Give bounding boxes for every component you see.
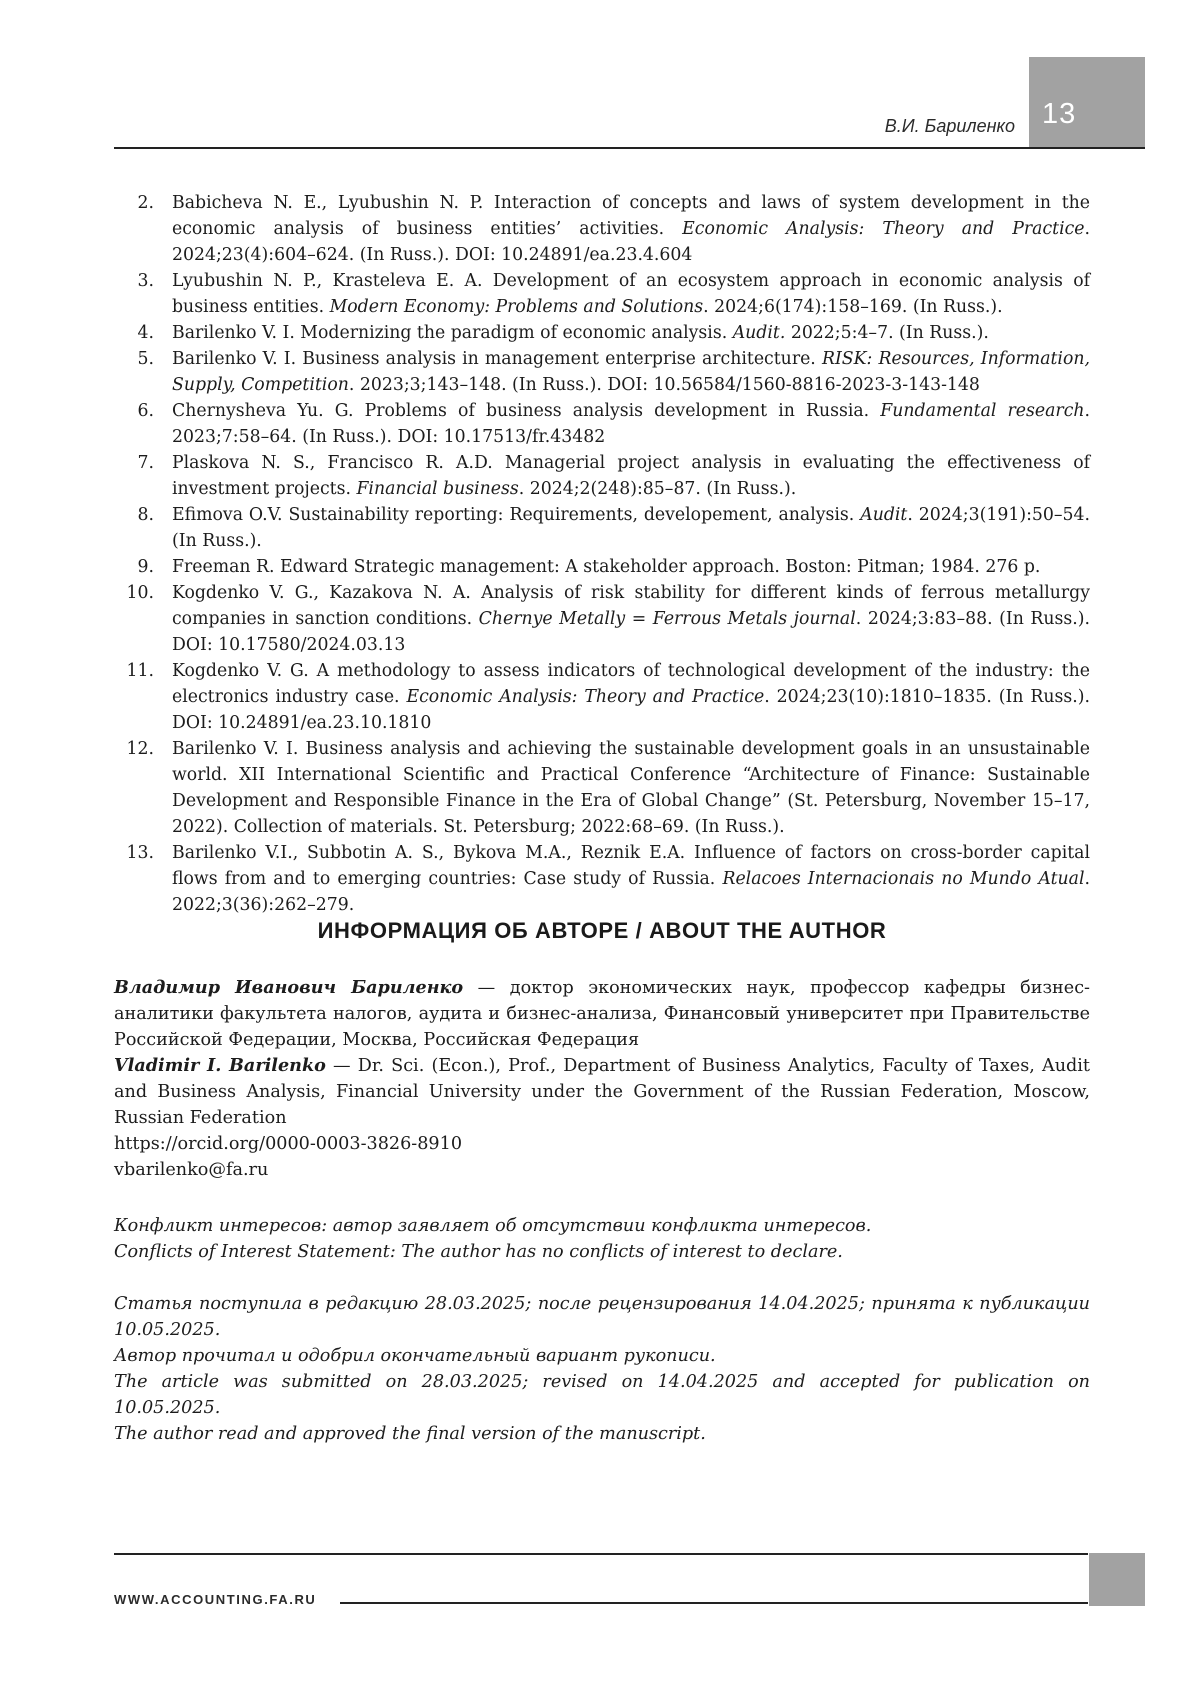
reference-details: . 2024;3:83–88. (In Russ.). DOI: 10.17580/2024.03.13	[172, 609, 1090, 655]
approval-note-ru: Автор прочитал и одобрил окончательный вариант рукописи.	[114, 1346, 716, 1366]
footer-rule-bottom	[340, 1602, 1088, 1604]
header-rule	[114, 147, 1145, 149]
reference-number: 4.	[137, 323, 154, 343]
reference-text	[172, 736, 1090, 840]
reference-number: 6.	[137, 401, 154, 421]
running-header-author: В.И. Бариленко	[884, 116, 1015, 136]
page-number: 13	[1042, 98, 1077, 130]
reference-number: 2.	[137, 193, 154, 213]
reference-source: Economic Analysis: Theory and Practice	[406, 687, 765, 707]
reference-text	[172, 554, 1090, 580]
reference-text	[172, 398, 1090, 450]
reference-item	[114, 320, 1090, 346]
reference-item	[114, 502, 1090, 554]
reference-details: . 2024;23(10):1810–1835. (In Russ.). DOI: 10.24891/ea.23.10.1810	[172, 687, 1090, 733]
reference-details: 2022;5:4–7. (In Russ.).	[785, 323, 989, 343]
reference-citation: Babicheva N. E., Lyubushin N. P. Interaction of concepts and laws of system development in the economic analysis of business entities’ activities.	[172, 193, 1090, 239]
reference-text	[172, 840, 1090, 918]
reference-details: . 2023;3;143–148. (In Russ.). DOI: 10.56584/1560-8816-2023-3-143-148	[348, 375, 980, 395]
reference-source: Fundamental research	[880, 401, 1085, 421]
reference-details: . 2023;7:58–64. (In Russ.). DOI: 10.17513/fr.43482	[172, 401, 1090, 447]
reference-citation: Plaskova N. S., Francisco R. A.D. Managerial project analysis in evaluating the effectiveness of investment projects.	[172, 453, 1090, 499]
reference-source: Audit.	[732, 323, 786, 343]
reference-source: Economic Analysis: Theory and Practice	[682, 219, 1085, 239]
reference-item	[114, 268, 1090, 320]
reference-item	[114, 840, 1090, 918]
reference-citation: Kogdenko V. G., Kazakova N. A. Analysis of risk stability for different kinds of ferrous metallurgy companies in sanction conditions.	[172, 583, 1090, 629]
reference-details: . 2024;6(174):158–169. (In Russ.).	[703, 297, 1003, 317]
reference-details: . 2024;2(248):85–87. (In Russ.).	[518, 479, 797, 499]
reference-source: Financial business	[356, 479, 519, 499]
footer-rule-top	[114, 1553, 1088, 1555]
reference-details: . 2024;3(191):50–54. (In Russ.).	[172, 505, 1091, 551]
reference-citation: Chernysheva Yu. G. Problems of business analysis development in Russia.	[172, 401, 881, 421]
conflict-statement-ru: Конфликт интересов: автор заявляет об отсутствии конфликта интересов.	[114, 1216, 872, 1236]
journal-url[interactable]: WWW.ACCOUNTING.FA.RU	[114, 1592, 317, 1607]
reference-item	[114, 658, 1090, 736]
reference-source: Chernye Metally = Ferrous Metals journal	[478, 609, 856, 629]
author-email[interactable]: vbarilenko@fa.ru	[114, 1160, 269, 1180]
author-info	[114, 975, 1090, 1183]
reference-number: 8.	[137, 505, 154, 525]
reference-text	[172, 268, 1090, 320]
reference-number: 13.	[126, 843, 154, 863]
footer-marker-box	[1089, 1553, 1145, 1606]
received-dates-ru: Статья поступила в редакцию 28.03.2025; после рецензирования 14.04.2025; принята к публикации 10.05.2025.	[114, 1294, 1090, 1340]
author-description-ru: — доктор экономических наук, профессор кафедры бизнес-аналитики факультета налогов, аудита и бизнес-анализа, Финансовый университет при Правительстве Российской Федерации, Москва, Российская Федерация	[114, 978, 1090, 1050]
reference-source: Audit	[860, 505, 908, 525]
author-name-ru: Владимир Иванович Бариленко	[114, 977, 464, 998]
article-dates	[114, 1291, 1090, 1447]
reference-list	[114, 190, 1090, 918]
received-dates-en: The article was submitted on 28.03.2025; revised on 14.04.2025 and accepted for publication on 10.05.2025.	[114, 1372, 1090, 1418]
approval-note-en: The author read and approved the final version of the manuscript.	[114, 1424, 706, 1444]
conflict-statement-en: Conflicts of Interest Statement: The author has no conflicts of interest to declare.	[114, 1242, 843, 1262]
reference-citation: Kogdenko V. G. A methodology to assess indicators of technological development of the industry: the electronics industry case.	[172, 661, 1090, 707]
author-info-en	[114, 1053, 1090, 1131]
reference-citation: Barilenko V. I. Business analysis in management enterprise architecture.	[172, 349, 822, 369]
reference-text	[172, 190, 1090, 268]
about-author-heading: ИНФОРМАЦИЯ ОБ АВТОРЕ / ABOUT THE AUTHOR	[317, 918, 887, 943]
author-orcid[interactable]: https://orcid.org/0000-0003-3826-8910	[114, 1134, 463, 1154]
reference-item	[114, 554, 1090, 580]
reference-number: 5.	[137, 349, 154, 369]
reference-citation: Efimova O.V. Sustainability reporting: Requirements, developement, analysis.	[172, 505, 861, 525]
reference-source: Relacoes Internacionais no Mundo Atual	[722, 869, 1085, 889]
reference-number: 12.	[126, 739, 154, 759]
conflict-statement	[114, 1213, 1090, 1265]
reference-text	[172, 658, 1090, 736]
reference-item	[114, 736, 1090, 840]
reference-source: Modern Economy: Problems and Solutions	[329, 297, 704, 317]
reference-citation: Barilenko V. I. Business analysis and achieving the sustainable development goals in an unsustainable world. XII International Scientific and Practical Conference “Architecture of Finance: Sustainable Development and Responsible Finance in the Era of Global Change” (St. Petersburg, November 15–17, 2022). Collection of materials. St. Petersburg; 2022:68–69. (In Russ.).	[172, 739, 1090, 837]
reference-text	[172, 320, 1090, 346]
author-info-ru	[114, 975, 1090, 1053]
reference-citation: Barilenko V.I., Subbotin A. S., Bykova M.A., Reznik E.A. Influence of factors on cross-border capital flows from and to emerging countries: Case study of Russia.	[172, 843, 1090, 889]
author-description-en: — Dr. Sci. (Econ.), Prof., Department of Business Analytics, Faculty of Taxes, Audit and Business Analysis, Financial University under the Government of the Russian Federation, Moscow, Russian Federation	[114, 1056, 1090, 1128]
reference-details: . 2024;23(4):604–624. (In Russ.). DOI: 10.24891/ea.23.4.604	[172, 219, 1091, 265]
reference-text	[172, 580, 1090, 658]
reference-number: 9.	[137, 557, 154, 577]
reference-text	[172, 502, 1090, 554]
reference-details: . 2022;3(36):262–279.	[172, 869, 1090, 915]
reference-citation: Freeman R. Edward Strategic management: A stakeholder approach. Boston: Pitman; 1984. 276 p.	[172, 557, 1041, 577]
reference-source: RISK: Resources, Information, Supply, Competition	[172, 349, 1090, 395]
author-name-en: Vladimir I. Barilenko	[114, 1055, 326, 1076]
reference-number: 7.	[137, 453, 154, 473]
reference-item	[114, 450, 1090, 502]
reference-item	[114, 398, 1090, 450]
reference-text	[172, 346, 1090, 398]
reference-citation: Lyubushin N. P., Krasteleva E. A. Development of an ecosystem approach in economic analysis of business entities.	[172, 271, 1090, 317]
reference-item	[114, 580, 1090, 658]
reference-item	[114, 346, 1090, 398]
reference-item	[114, 190, 1090, 268]
reference-text	[172, 450, 1090, 502]
reference-citation: Barilenko V. I. Modernizing the paradigm of economic analysis.	[172, 323, 733, 343]
reference-number: 3.	[137, 271, 154, 291]
reference-number: 10.	[126, 583, 154, 603]
reference-number: 11.	[126, 661, 154, 681]
